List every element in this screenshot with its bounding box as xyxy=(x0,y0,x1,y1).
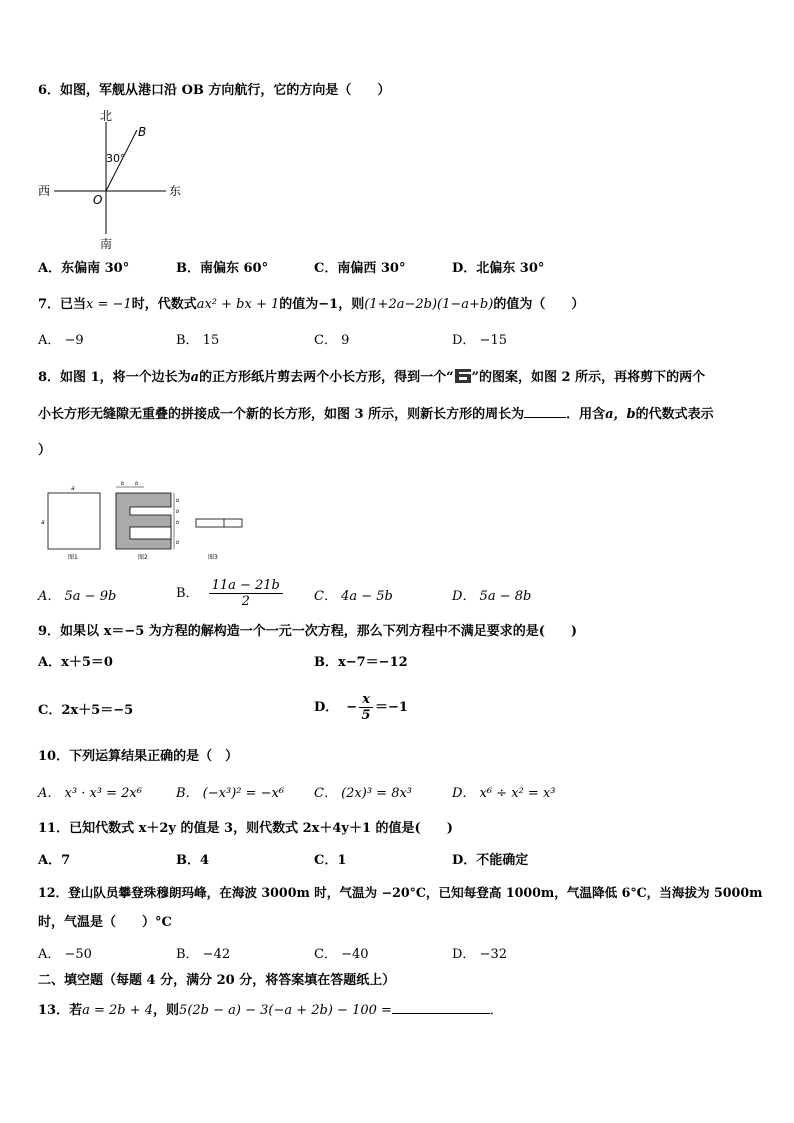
fig2-b3: b xyxy=(176,498,180,504)
fig2-caption: 图2 xyxy=(138,554,148,561)
q8-option-a: A． 5a − 9b xyxy=(38,589,117,604)
q11-option-c: C．1 xyxy=(314,853,347,868)
six-shape-icon xyxy=(455,369,471,383)
q8-option-c: C． 4a − 5b xyxy=(314,589,393,604)
q9-stem: 9．如果以 x＝−5 为方程的解构造一个一元一次方程，那么下列方程中不满足要求的是( ) xyxy=(38,624,578,639)
q12-option-c: C． −40 xyxy=(314,947,369,962)
q7-option-d: D． −15 xyxy=(452,333,507,348)
q6-option-a: A．东偏南 30° xyxy=(38,261,130,276)
angle-label: 30° xyxy=(106,152,126,165)
q11-option-b: B．4 xyxy=(176,853,210,868)
fig2-b1: b xyxy=(121,481,125,487)
q6-compass-figure xyxy=(34,108,194,250)
q7-option-b: B． 15 xyxy=(176,333,220,348)
q11-stem: 11．已知代数式 x＋2y 的值是 3，则代数式 2x＋4y＋1 的值是( ) xyxy=(38,821,453,836)
q12-option-a: A． −50 xyxy=(38,947,92,962)
q9-option-c: C．2x＋5＝−5 xyxy=(38,703,134,718)
q8-figures xyxy=(38,478,258,566)
q7-option-a: A． −9 xyxy=(38,333,84,348)
q10-option-a: A． x³ · x³ = 2x⁶ xyxy=(38,786,142,801)
q12-option-b: B． −42 xyxy=(176,947,231,962)
q12-line2: 时，气温是（ ）°C xyxy=(38,915,172,930)
fig3-caption: 图3 xyxy=(208,554,218,561)
q7-stem: 7．已当x = −1时，代数式ax² + bx + 1的值为−1，则(1+2a−2b)(1−a+b)的值为（ ） xyxy=(38,297,585,312)
fig2-b6: b xyxy=(176,540,180,546)
west-label: 西 xyxy=(38,184,51,198)
east-label: 东 xyxy=(169,184,182,198)
fig1-a-top: a xyxy=(71,485,75,492)
q6-stem: 6．如图，军舰从港口沿 OB 方向航行，它的方向是（ ） xyxy=(38,83,391,98)
q8-line2: 小长方形无缝隙无重叠的拼接成一个新的长方形，如图 3 所示，则新长方形的周长为 ．用含a，b的代数式表示 xyxy=(38,407,714,422)
north-label: 北 xyxy=(100,109,113,123)
q9-option-a: A．x＋5＝0 xyxy=(38,655,113,670)
q8-line3: ） xyxy=(38,443,52,458)
q6-option-d: D．北偏东 30° xyxy=(452,261,545,276)
q11-option-a: A．7 xyxy=(38,853,71,868)
south-label: 南 xyxy=(100,237,113,250)
fig2-b5: b xyxy=(176,520,180,526)
q10-stem: 10．下列运算结果正确的是（ ） xyxy=(38,749,239,764)
q6-option-c: C．南偏西 30° xyxy=(314,261,406,276)
fig2-b4: b xyxy=(176,509,180,515)
q10-option-b: B． (−x³)² = −x⁶ xyxy=(176,786,285,801)
fig1-caption: 图1 xyxy=(68,554,78,561)
q8-answer-blank xyxy=(524,417,566,418)
q13-stem: 13．若a = 2b + 4，则5(2b − a) − 3(−a + 2b) − 100 = ． xyxy=(38,1003,503,1018)
q6-option-b: B．南偏东 60° xyxy=(176,261,269,276)
q13-answer-blank xyxy=(392,1013,490,1014)
q10-option-c: C． (2x)³ = 8x³ xyxy=(314,786,413,801)
fig2-b2: b xyxy=(135,481,139,487)
q8-line1: 8．如图 1，将一个边长为a的正方形纸片剪去两个小长方形，得到一个“ ”的图案，如图 2 所示，再将剪下的两个 xyxy=(38,370,706,385)
q9-option-d: D． − $\frac{x}{5}$ ＝−1 xyxy=(314,692,408,723)
section-2-title: 二、填空题（每题 4 分，满分 20 分，将答案填在答题纸上） xyxy=(38,973,396,988)
fig1-a-left: a xyxy=(41,519,45,526)
q8-option-b: B． $\frac{11a - 21b}{2}$ xyxy=(176,578,285,609)
point-b-label: B xyxy=(138,125,147,139)
q8-option-d: D． 5a − 8b xyxy=(452,589,532,604)
q12-line1: 12．登山队员攀登珠穆朗玛峰，在海波 3000m 时，气温为 −20°C，已知每登高 1000m，气温降低 6°C，当海拔为 5000m xyxy=(38,885,763,900)
q11-option-d: D．不能确定 xyxy=(452,853,529,868)
q10-option-d: D． x⁶ ÷ x² = x³ xyxy=(452,786,556,801)
q7-option-c: C． 9 xyxy=(314,333,350,348)
q9-option-b: B．x−7＝−12 xyxy=(314,655,408,670)
q12-option-d: D． −32 xyxy=(452,947,507,962)
origin-o-label: O xyxy=(93,193,103,207)
